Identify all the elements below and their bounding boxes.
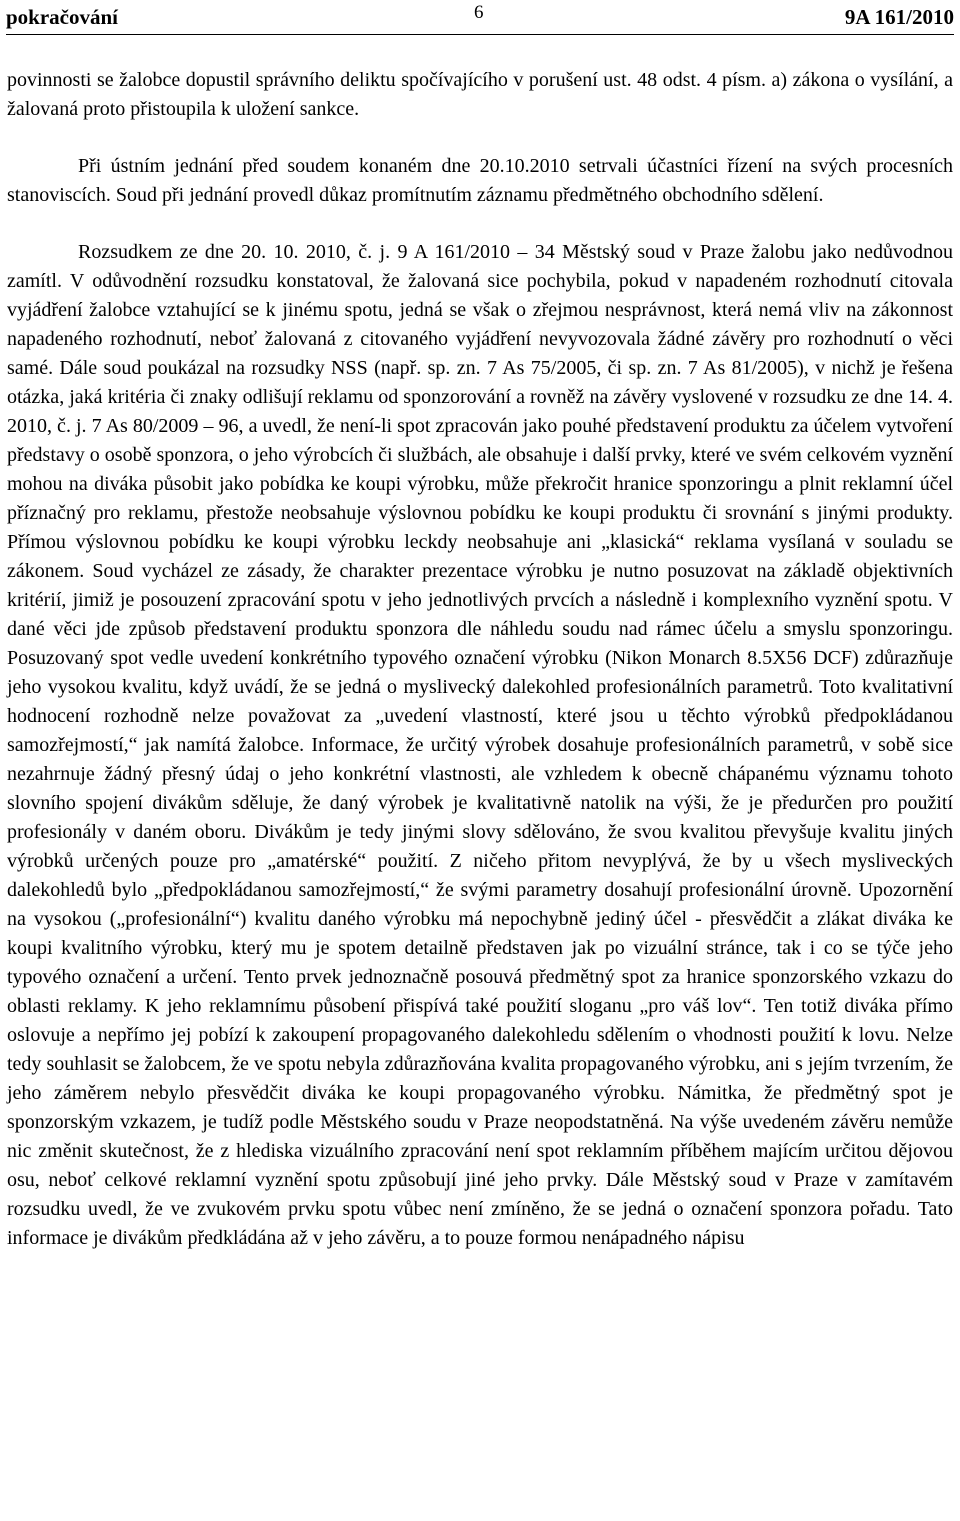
paragraph-2: Při ústním jednání před soudem konaném dne 20.10.2010 setrvali účastníci řízení na svých procesních stanoviscích. Soud při jednání provedl důkaz promítnutím záznamu předmětného obchodního sdělení.	[7, 155, 953, 206]
paragraph-3: Rozsudkem ze dne 20. 10. 2010, č. j. 9 A 161/2010 – 34 Městský soud v Praze žalobu jako nedůvodnou zamítl. V odůvodnění rozsudku konstatoval, že žalovaná sice pochybila, pokud v napadeném rozhodnutí citovala vyjádření žalobce vztahující se k jinému spotu, jedná se však o zřejmou nesprávnost, která nemá vliv na zákonnost napadeného rozhodnutí, neboť žalovaná z citovaného vyjádření nevyvozovala žádné závěry pro rozhodnutí o věci samé. Dále soud poukázal na rozsudky NSS (např. sp. zn. 7 As 75/2005, či sp. zn. 7 As 81/2005), v nichž je řešena otázka, jaká kritéria či znaky odlišují reklamu od sponzorování a rovněž na závěry vyslovené v rozsudku ze dne 14. 4. 2010, č. j. 7 As 80/2009 – 96, a uvedl, že není-li spot zpracován jako pouhé představení produktu za účelem vytvoření představy o osobě sponzora, o jeho výrobcích či službách, ale obsahuje i další prvky, které ve svém celkovém vyznění mohou na diváka působit jako pobídka ke koupi výrobku, může překročit hranice sponzoringu a plnit reklamní účel příznačný pro reklamu, přestože neobsahuje výslovnou pobídku ke koupi produktu či srovnání s jinými produkty. Přímou výslovnou pobídku ke koupi výrobku leckdy neobsahuje ani „klasická“ reklama vysílaná v souladu se zákonem. Soud vycházel ze zásady, že charakter prezentace výrobku je nutno posuzovat na základě objektivních kritérií, jimiž je posouzení zpracování spotu v jeho jednotlivých prvcích a následně i komplexního vyznění spotu. V dané věci jde způsob představení produktu sponzora dle náhledu soudu nad rámec účelu a smyslu sponzoringu. Posuzovaný spot vedle uvedení konkrétního typového označení výrobku (Nikon Monarch 8.5X56 DCF) zdůrazňuje jeho vysokou kvalitu, když uvádí, že se jedná o myslivecký dalekohled profesionálních parametrů. Toto kvalitativní hodnocení rozhodně nelze považovat za „uvedení vlastností, které jsou u těchto výrobků předpokládanou samozřejmostí,“ jak namítá žalobce. Informace, že určitý výrobek dosahuje profesionálních parametrů, v sobě sice nezahrnuje žádný přesný údaj o jeho konkrétní vlastnosti, ale vzhledem k obecně chápanému významu tohoto slovního spojení divákům sděluje, že daný výrobek je kvalitativně natolik na výši, že je předurčen pro použití profesionály v daném oboru. Divákům je tedy jinými slovy sdělováno, že svou kvalitou převyšuje kvalitu jiných výrobků určených pouze pro „amatérské“ použití. Z ničeho přitom nevyplývá, že by u všech mysliveckých dalekohledů bylo „předpokládanou samozřejmostí,“ že svými parametry dosahují profesionální úrovně. Upozornění na vysokou („profesionální“) kvalitu daného výrobku má nepochybně jediný účel - přesvědčit a zlákat diváka ke koupi kvalitního výrobku, který mu je spotem detailně představen jak po vizuální stránce, tak i co se týče jeho typového označení a určení. Tento prvek jednoznačně posouvá předmětný spot za hranice sponzorského vzkazu do oblasti reklamy. K jeho reklamnímu působení přispívá také použití sloganu „pro váš lov“. Ten totiž diváka přímo oslovuje a nepřímo jej pobízí k zakoupení propagovaného dalekohledu sdělením o vhodnosti použití k lovu. Nelze tedy souhlasit se žalobcem, že ve spotu nebyla zdůrazňována kvalita propagovaného výrobku, ani s jejím tvrzením, že jeho záměrem nebylo přesvědčit diváka ke koupi propagovaného výrobku. Námitka, že předmětný spot je sponzorským vzkazem, je tudíž podle Městského soudu v Praze neopodstatněná. Na výše uvedeném závěru nemůže nic změnit skutečnost, že z hlediska vizuálního zpracování není spot reklamním příběhem majícím určitou dějovou osu, neboť celkové reklamní vyznění spotu způsobují jiné jeho prvky. Dále Městský soud v Praze v zamítavém rozsudku uvedl, že ve zvukovém prvku spotu vůbec není zmíněno, že se jedná o označení sponzora pořadu. Tato informace je divákům předkládána až v jeho závěru, a to pouze formou nenápadného nápisu	[7, 241, 953, 1249]
document-body	[7, 66, 953, 1253]
header-continuation-label: pokračování	[6, 5, 119, 29]
case-number: 9A 161/2010	[844, 5, 954, 29]
header-divider	[6, 34, 954, 35]
page-header	[6, 4, 954, 30]
page-number: 6	[474, 2, 484, 23]
paragraph-1: povinnosti se žalobce dopustil správního deliktu spočívajícího v porušení ust. 48 odst. 4 písm. a) zákona o vysílání, a žalovaná proto přistoupila k uložení sankce.	[7, 69, 953, 120]
